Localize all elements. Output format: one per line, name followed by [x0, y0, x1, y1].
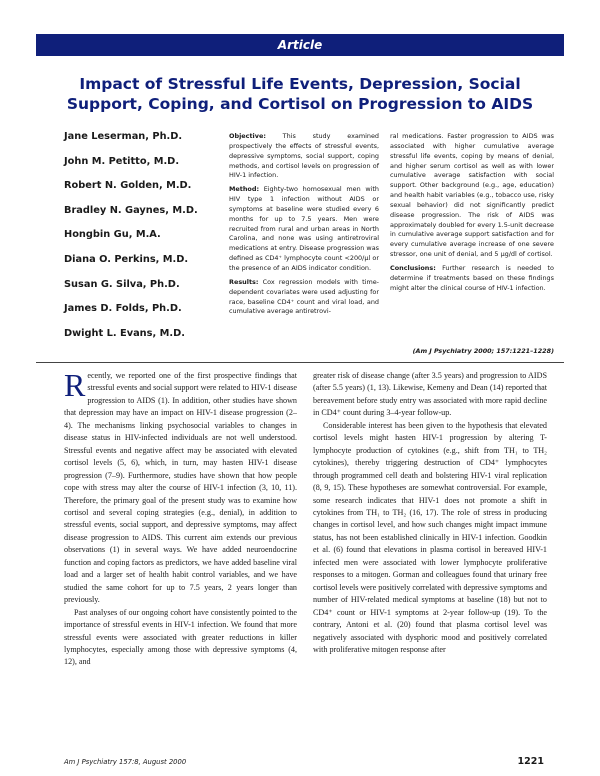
abstract-objective [229, 132, 379, 181]
abstract-conclusions-heading: Conclusions: [390, 263, 436, 272]
drop-cap: R [64, 367, 86, 403]
author-name: Diana O. Perkins, M.D. [64, 253, 189, 265]
abstract-conclusions [390, 264, 554, 294]
article-title: Impact of Stressful Life Events, Depression, Social Support, Coping, and Cortisol on Progression to AIDS [66, 75, 534, 113]
author-name: Robert N. Golden, M.D. [64, 180, 192, 192]
abstract-results-continued: ral medications. Faster progression to AIDS was associated with higher cumulative average stressful life events, coping by means of denial, and higher serum cortisol as well as with lower cumulative average satisfaction with social support. Other background (e.g., age, education) and health habit variables (e.g., tobacco use, risky sexual behavior) did not significantly predict disease progression. The risk of AIDS was approximately doubled for every 1.5-unit decrease in cumulative average support satisfaction and for every cumulative average increase of one severe stressor, one unit of denial, and 5 µg/dl of cortisol. [390, 132, 554, 259]
author-list [64, 131, 224, 352]
body-paragraph: greater risk of disease change (after 3.5 years) and progression to AIDS (after 5.5 years) (1, 13). Likewise, Kemeny and Dean (14) reported that bereavement before study entry was associated with more rapid decline in CD4⁺ count during 3–4-year follow-up. [313, 371, 547, 418]
abstract-method-text: Eighty-two homosexual men with HIV type 1 infection without AIDS or symptoms at baseline were studied every 6 months for up to 7.5 years. Men were recruited from rural and urban areas in North Carolina, and none was using antiretroviral medications at entry. Disease progression was defined as CD4⁺ lymphocyte count <200/µl or the presence of an AIDS indicator condition. [229, 185, 379, 272]
abstract-objective-text: This study examined prospectively the effects of stressful events, depressive symptoms, social support, coping methods, and cortisol levels on progression of HIV-1 infection. [229, 132, 380, 180]
author-name: James D. Folds, Ph.D. [64, 303, 182, 315]
body-paragraph-text: ecently, we reported one of the first prospective findings that stressful events and social support were related to HIV-1 disease progression to AIDS (1). In addition, other studies have shown that depression may have an impact on HIV-1 disease progression (2–4). The mechanisms linking psychosocial variables to changes in disease status in HIV-infected individuals are not well understood. Stressful events and negative affect may be associated with elevated cortisol levels (5, 6), which, in turn, may hasten HIV-1 disease progression (7–9). Furthermore, studies have shown that how people cope with stress may alter the course of HIV-1 infection (3, 10, 11). Therefore, the primary goal of the present study was to examine how cortisol and several coping strategies (e.g., denial), in addition to stressful events, social support, and depressive symptoms, may affect disease progression to AIDS. This current aim extends our previous observations (1) in several ways. We have added neuroendocrine function and coping factors as predictors, we have added baseline viral load and a larger set of health habit control variables, and we have studied the same cohort for up to 7.5 years, 2 years longer than previously. [64, 371, 297, 605]
page-number: 1221 [517, 756, 544, 767]
abstract-method-heading: Method: [229, 185, 260, 194]
body-column-1 [64, 367, 297, 669]
abstract-conclusions-text: Further research is needed to determine if treatments based on these findings might alter the clinical course of HIV-1 infection. [390, 263, 554, 292]
footer-journal: Am J Psychiatry 157:8, August 2000 [64, 758, 187, 766]
author-name: Dwight L. Evans, M.D. [64, 327, 185, 339]
abstract-results-text: Cox regression models with time-dependent covariates were used adjusting for race, baseline CD4⁺ count and viral load, and cumulative average antiretrovi- [229, 277, 380, 316]
abstract-objective-heading: Objective: [229, 132, 266, 140]
section-divider [36, 362, 564, 363]
abstract-column-2 [390, 132, 554, 298]
body-paragraph [64, 367, 297, 607]
section-banner: Article [36, 34, 564, 56]
author-name: Susan G. Silva, Ph.D. [64, 278, 180, 290]
body-paragraph: Past analyses of our ongoing cohort have consistently pointed to the importance of stressful events in HIV-1 infection. We found that more stressful events were associated with greater reductions in killer lymphocytes, especially among those with depressive symptoms (4, 12), and [64, 607, 297, 667]
abstract-results-heading: Results: [229, 277, 259, 286]
body-paragraph: Considerable interest has been given to the hypothesis that elevated cortisol levels might hasten HIV-1 progression by altering T-lymphocyte production of cytokines (e.g., shift from TH₁ to TH₂ cytokines), thereby triggering destruction of CD4⁺ lymphocytes through programmed cell death and bolstering HIV-1 viral replication (8, 9, 15). These hypotheses are somewhat controversial. For example, some research indicates that HIV-1 does not promote a shift in cytokines from TH₁ to TH₂ (16, 17). The role of stress in producing changes in cortisol level, and how such changes might impact immune status, has not been established clinically in HIV-1 infection. Goodkin et al. (6) found that elevations in plasma cortisol in bereaved HIV-1 infected men were associated with lower lymphocyte proliferative responses to a mitogen. Gorman and colleagues found that urinary free cortisol levels were positively correlated with depressive symptoms and number of HIV-related medical symptoms at baseline (18) but not to CD4⁺ count or HIV-1 symptoms at 2-year follow-up (19). To the contrary, Antoni et al. (20) found that plasma cortisol level was negatively associated with dysphoric mood and positively correlated with proliferative mitogen response after [313, 420, 547, 654]
abstract-results [229, 278, 379, 317]
author-name: Jane Leserman, Ph.D. [64, 131, 183, 142]
author-name: Hongbin Gu, M.A. [64, 229, 161, 241]
author-name: John M. Petitto, M.D. [64, 155, 180, 167]
abstract-column-1 [229, 132, 379, 321]
author-name: Bradley N. Gaynes, M.D. [64, 204, 198, 216]
journal-citation: (Am J Psychiatry 2000; 157:1221–1228) [412, 347, 554, 355]
body-column-2 [313, 370, 547, 656]
abstract-method [229, 185, 379, 274]
